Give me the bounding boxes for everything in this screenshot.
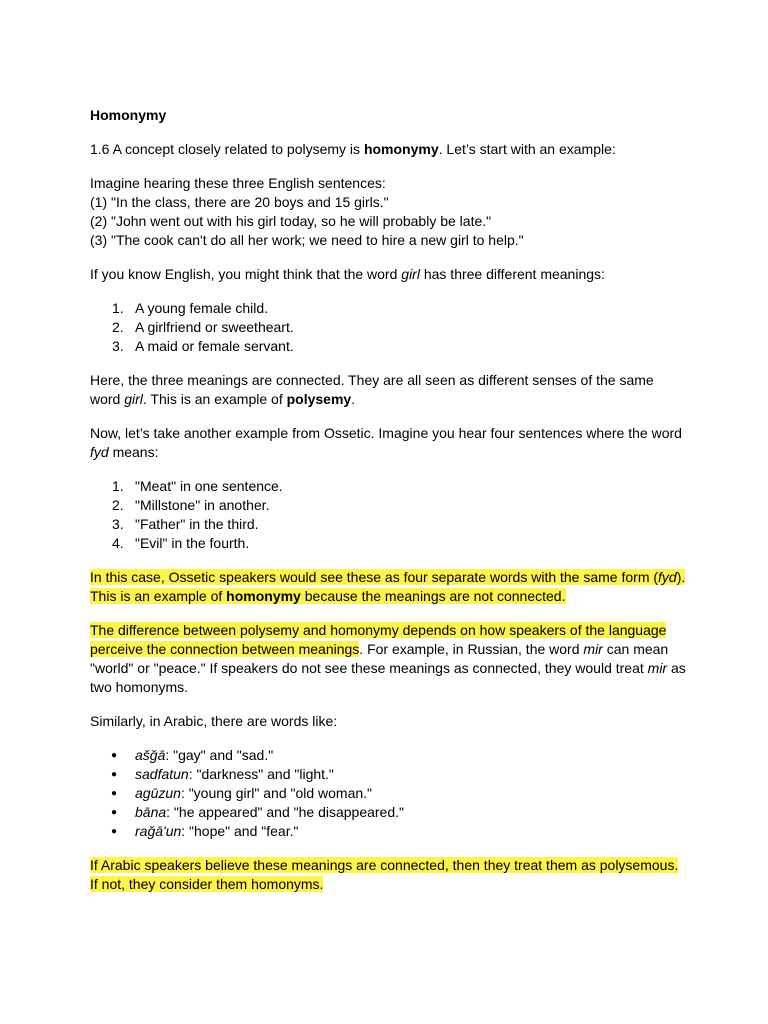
mir-word: mir [647, 660, 668, 676]
arabic-gloss: : "darkness" and "light." [188, 766, 334, 782]
polysemy-term: polysemy [286, 391, 352, 407]
list-item-text: A maid or female servant. [135, 338, 294, 354]
difference-line-4: two homonyms. [90, 679, 189, 695]
list-number: 1. [112, 478, 124, 494]
ossetic-text-end: means: [108, 444, 159, 460]
list-item [90, 803, 690, 822]
polysemy-text-mid: . This is an example of [142, 391, 287, 407]
list-item [90, 515, 690, 534]
section-heading: Homonymy [90, 107, 167, 123]
ossetic-paragraph [90, 424, 690, 462]
intro-text: 1.6 A concept closely related to polysemy is [90, 141, 364, 157]
arabic-conclusion [90, 856, 690, 894]
english-sentences [90, 174, 690, 250]
ossetic-conclusion [90, 568, 690, 606]
fyd-word: fyd [90, 444, 109, 460]
highlighted-text: If Arabic speakers believe these meanings are connected, then they treat them as polysemous. [90, 857, 679, 873]
list-item [90, 299, 690, 318]
intro-term: homonymy [363, 141, 439, 157]
list-number: 2. [112, 497, 124, 513]
difference-text: . For example, in Russian, the word [359, 641, 584, 657]
english-sentence-1: (1) "In the class, there are 20 boys and 15 girls." [90, 194, 389, 210]
girl-paragraph [90, 265, 690, 284]
arabic-word: bāna [135, 804, 167, 820]
conclusion-text: In this case, Ossetic speakers would see these as four separate words with the same form ( [90, 569, 659, 585]
conclusion-text-end: because the meanings are not connected. [300, 588, 566, 604]
girl-word: girl [401, 266, 420, 282]
arabic-gloss: : "gay" and "sad." [165, 747, 274, 763]
list-item [90, 746, 690, 765]
polysemy-text: word [90, 391, 125, 407]
list-item-text: A girlfriend or sweetheart. [135, 319, 294, 335]
list-item [90, 765, 690, 784]
ossetic-conclusion-line-1 [90, 568, 690, 587]
difference-text: "world" or "peace." If speakers do not see these meanings as connected, they would treat [90, 660, 648, 676]
polysemy-paragraph [90, 371, 690, 409]
ossetic-line-2 [90, 443, 690, 462]
highlighted-text: perceive the connection between meanings [90, 641, 360, 657]
list-item [90, 477, 690, 496]
document-page [90, 106, 690, 909]
arabic-word: sadfatun [135, 766, 189, 782]
conclusion-text: This is an example of [90, 588, 227, 604]
list-item [90, 337, 690, 356]
list-number: 3. [112, 338, 124, 354]
intro-paragraph [90, 140, 690, 159]
bullet-icon: ● [111, 788, 118, 799]
difference-text-end: can mean [602, 641, 669, 657]
intro-text-end: . Let’s start with an example: [438, 141, 616, 157]
girl-word: girl [124, 391, 143, 407]
list-item-text: "Meat" in one sentence. [135, 478, 283, 494]
arabic-words-list [90, 746, 690, 841]
highlighted-text: If not, they consider them homonyms. [90, 876, 324, 892]
list-item-text: "Millstone" in another. [135, 497, 270, 513]
difference-line-1 [90, 621, 690, 640]
list-item-text: "Father" in the third. [135, 516, 259, 532]
polysemy-text-end: . [351, 391, 356, 407]
english-sentence-3: (3) "The cook can't do all her work; we need to hire a new girl to help." [90, 232, 524, 248]
polysemy-line-1: Here, the three meanings are connected. They are all seen as different senses of the same [90, 372, 654, 388]
ossetic-conclusion-line-2 [90, 587, 690, 606]
arabic-word: raǧā'un [135, 823, 182, 839]
mir-word: mir [583, 641, 603, 657]
list-item [90, 534, 690, 553]
girl-text-end: has three different meanings: [419, 266, 605, 282]
ossetic-line-1: Now, let’s take another example from Ossetic. Imagine you hear four sentences where the word [90, 425, 682, 441]
fyd-meanings-list [90, 477, 690, 553]
difference-paragraph [90, 621, 690, 697]
girl-text: If you know English, you might think that the word [90, 266, 402, 282]
list-number: 3. [112, 516, 124, 532]
list-number: 2. [112, 319, 124, 335]
bullet-icon: ● [111, 769, 118, 780]
list-number: 4. [112, 535, 124, 551]
difference-line-2 [90, 640, 690, 659]
english-sentence-2: (2) "John went out with his girl today, so he will probably be late." [90, 213, 492, 229]
conclusion-text-end: ). [676, 569, 686, 585]
girl-meanings-list [90, 299, 690, 356]
arabic-word: ašǧā [135, 747, 166, 763]
list-item [90, 496, 690, 515]
highlighted-text [90, 569, 685, 585]
bullet-icon: ● [111, 826, 118, 837]
arabic-word: agūzun [135, 785, 181, 801]
bullet-icon: ● [111, 807, 118, 818]
highlighted-text: The difference between polysemy and homonymy depends on how speakers of the language [90, 622, 667, 638]
fyd-word: fyd [658, 569, 677, 585]
arabic-gloss: : "he appeared" and "he disappeared." [166, 804, 404, 820]
list-item [90, 822, 690, 841]
difference-line-3 [90, 659, 690, 678]
arabic-lead: Similarly, in Arabic, there are words like: [90, 713, 338, 729]
homonymy-term: homonymy [226, 588, 301, 604]
list-item [90, 318, 690, 337]
english-lead: Imagine hearing these three English sentences: [90, 175, 386, 191]
list-number: 1. [112, 300, 124, 316]
arabic-conclusion-line-1 [90, 856, 690, 875]
difference-text-end: as [667, 660, 686, 676]
arabic-conclusion-line-2 [90, 875, 690, 894]
list-item [90, 784, 690, 803]
list-item-text: "Evil" in the fourth. [135, 535, 250, 551]
bullet-icon: ● [111, 750, 118, 761]
highlighted-text [90, 588, 566, 604]
polysemy-line-2 [90, 390, 690, 409]
list-item-text: A young female child. [135, 300, 269, 316]
arabic-gloss: : "young girl" and "old woman." [180, 785, 373, 801]
arabic-gloss: : "hope" and "fear." [181, 823, 299, 839]
